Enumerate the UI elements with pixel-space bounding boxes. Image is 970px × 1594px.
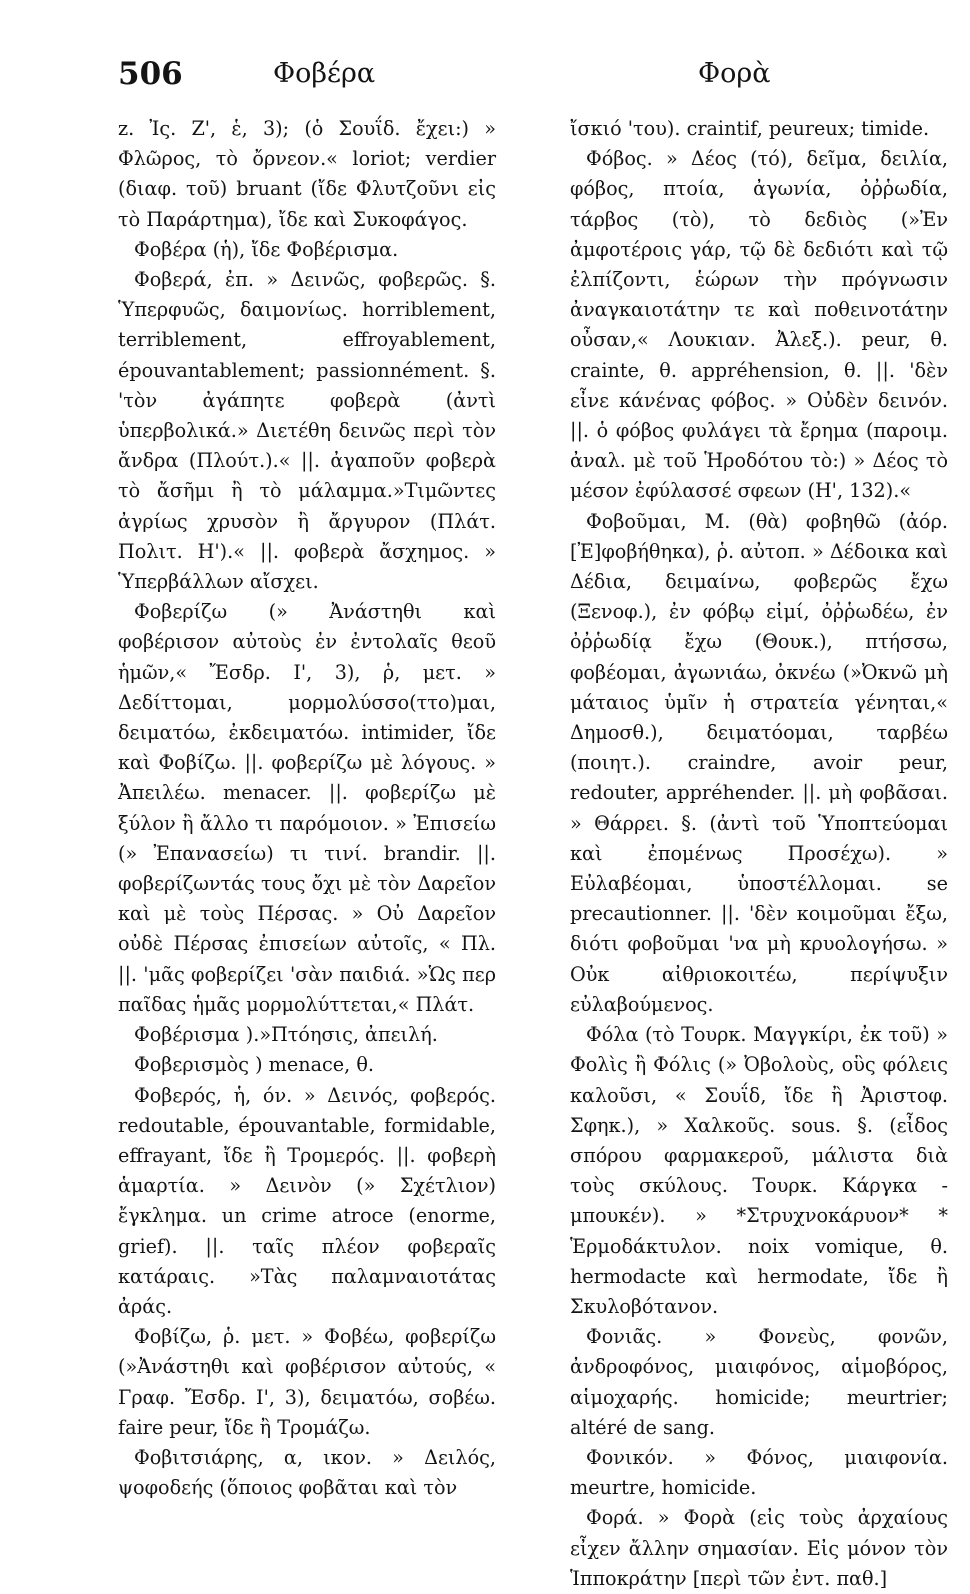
page-number: 506 bbox=[118, 56, 183, 92]
page-header bbox=[118, 56, 948, 100]
text-columns bbox=[118, 114, 948, 1594]
entry-paragraph: Φόβος. » Δέος (τό), δεῖμα, δειλία, φόβος, πτοία, ἀγωνία, ὀῤῥωδία, τάρβος (τὸ), τὸ δεδιὸς (»Ἐν ἀμφοτέροις γάρ, τῷ δὲ δεδιότι καὶ τῷ ἐλπίζοντι, ἑώρων τὴν πρόγνωσιν ἀναγκαιοτάτην τε καὶ ποθεινοτάτην οὖσαν,« Λουκιαν. Ἀλεξ.). peur, θ. crainte, θ. appréhension, θ. ||. 'δὲν εἶνε κάνένας φόβος. » Οὐδὲν δεινόν. ||. ὁ φόβος φυλάγει τὰ ἔρημα (παροιμ. ἀναλ. μὲ τοῦ Ἡροδότου τὸ:) » Δέος τὸ μέσον ἐφύλασσέ σφεων (Η', 132).« bbox=[570, 147, 948, 503]
entry-paragraph: Φοβιτσιάρης, α, ικον. » Δειλός, ψοφοδεής (ὅποιος φοβᾶται καὶ τὸν bbox=[118, 1445, 496, 1500]
entry-paragraph: Φοβερίζω (» Ἀνάστηθι καὶ φοβέρισον αὐτοὺς ἐν ἐντολαῖς θεοῦ ἡμῶν,« Ἔσδρ. Ι', 3), ῥ, μετ. » Δεδίττομαι, μορμολύσσο(ττο)μαι, δειματόω, ἐκδειματόω. intimider, ἴδε καὶ Φοβίζω. ||. φοβερίζω μὲ λόγους. » Ἀπειλέω. menacer. ||. φοβερίζω μὲ ξύλον ἢ ἄλλο τι παρόμοιον. » Ἐπισείω (» Ἐπανασείω) τι τινί. brandir. ||. φοβερίζωντάς τους ὄχι μὲ τὸν Δαρεῖον καὶ μὲ τοὺς Πέρσας. » Οὐ Δαρεῖον οὐδὲ Πέρσας ἐπισείων αὐτοῖς, « Πλ. ||. 'μᾶς φοβερίζει 'σὰν παιδιά. »Ὡς περ παῖδας ἡμᾶς μορμολύττεται,« Πλάτ. bbox=[118, 600, 496, 1016]
entry-paragraph: Φονιᾶς. » Φονεὺς, φονῶν, ἀνδροφόνος, μιαιφόνος, αἱμοβόρος, αἱμοχαρής. homicide; meurtrier; altéré de sang. bbox=[570, 1325, 948, 1439]
running-headword-left: Φοβέρα bbox=[273, 58, 376, 89]
right-column bbox=[570, 114, 948, 1594]
entry-paragraph: ἴσκιό 'του). craintif, peureux; timide. bbox=[570, 117, 930, 140]
entry-paragraph: Φοβερισμὸς ) menace, θ. bbox=[134, 1053, 374, 1077]
entry-paragraph: Φοβερός, ἡ, όν. » Δεινός, φοβερός. redoutable, épouvantable, formidable, effrayant, ἴδε ἢ Τρομερός. ||. φοβερὴ ἁμαρτία. » Δεινὸν (» Σχέτλιον) ἔγκλημα. un crime atroce (enorme, grief). ||. ταῖς πλέον φοβεραῖς κατάραις. »Τὰς παλαμναιοτάτας ἀράς. bbox=[118, 1083, 496, 1318]
left-column bbox=[118, 114, 496, 1594]
entry-paragraph: Φοβέρισμα ).»Πτόησις, ἀπειλή. bbox=[134, 1023, 438, 1047]
entry-paragraph: Φοβοῦμαι, Μ. (θὰ) φοβηθῶ (ἀόρ. [Ἐ]φοβήθηκα), ῥ. αὐτοπ. » Δέδοικα καὶ Δέδια, δειμαίνω, φοβερῶς ἔχω (Ξενοφ.), ἐν φόβῳ εἰμί, ὀῤῥωδέω, ἐν ὀῤῥωδίᾳ ἔχω (Θουκ.), πτήσσω, φοβέομαι, ἀγωνιάω, ὀκνέω (»Ὀκνῶ μὴ μάταιος ὑμῖν ἡ στρατεία γένηται,« Δημοσθ.), δειματόομαι, ταρβέω (ποιητ.). craindre, avoir peur, redouter, appréhender. ||. μὴ φοβᾶσαι. » Θάρρει. §. (ἀντὶ τοῦ Ὑποπτεύομαι καὶ ἐπομένως Προσέχω). » Εὐλαβέομαι, ὑποστέλλομαι. se precautionner. ||. 'δὲν κοιμοῦμαι ἔξω, διότι φοβοῦμαι 'να μὴ κρυολογήσω. » Οὐκ αἰθριοκοιτέω, περίψυξιν εὐλαβούμενος. bbox=[570, 509, 948, 1016]
entry-paragraph: Φοβίζω, ῥ. μετ. » Φοβέω, φοβερίζω (»Ἀνάστηθι καὶ φοβέρισον αὐτούς, « Γραφ. Ἔσδρ. Ι', 3), δειματόω, σοβέω. faire peur, ἴδε ἢ Τρομάζω. bbox=[118, 1325, 496, 1439]
entry-paragraph: Φονικόν. » Φόνος, μιαιφονία. meurtre, homicide. bbox=[570, 1445, 948, 1500]
entry-paragraph: Φόλα (τὸ Τουρκ. Μαγγκίρι, ἐκ τοῦ) » Φολὶς ἢ Φόλις (» Ὀβολοὺς, οὓς φόλεις καλοῦσι, « Σουΐδ, ἴδε ἢ Ἀριστοφ. Σφηκ.), » Χαλκοῦς. sous. §. (εἶδος σπόρου φαρμακεροῦ, μάλιστα διὰ τοὺς σκύλους. Τουρκ. Κάργκα - μπουκέν). » *Στρυχνοκάρυον* * Ἑρμοδάκτυλον. noix vomique, θ. hermodacte καὶ hermodate, ἴδε ἢ Σκυλοβότανον. bbox=[570, 1023, 948, 1318]
entry-paragraph: Φοβερά, ἐπ. » Δεινῶς, φοβερῶς. §. Ὑπερφυῶς, δαιμονίως. horriblement, terriblement, effroyablement, épouvantablement; passionnément. §. 'τὸν ἀγάπητε φοβερὰ (ἀντὶ ὑπερβολικά.» Διετέθη δεινῶς περὶ τὸν ἄνδρα (Πλούτ.).« ||. ἀγαποῦν φοβερὰ τὸ ἄσῆμι ἢ τὸ μάλαμμα.»Τιμῶντες ἀγρίως χρυσὸν ἢ ἄργυρον (Πλάτ. Πολιτ. Η').« ||. φοβερὰ ἄσχημος. » Ὑπερβάλλων αἴσχει. bbox=[118, 268, 496, 594]
entry-paragraph: Φοβέρα (ἡ), ἴδε Φοβέρισμα. bbox=[134, 237, 399, 261]
running-headword-right: Φορὰ bbox=[698, 58, 771, 89]
entry-paragraph: Φορά. » Φορὰ (εἰς τοὺς ἀρχαίους εἶχεν ἄλλην σημασίαν. Εἰς μόνον τὸν Ἱπποκράτην [περὶ τῶν ἐντ. παθ.] bbox=[570, 1506, 948, 1590]
entry-paragraph: z. Ἰς. Ζ', ἑ, 3); (ὁ Σουΐδ. ἔχει:) » Φλῶρος, τὸ ὄρνεον.« loriot; verdier (διαφ. τοῦ) bruant (ἴδε Φλυτζοῦνι εἰς τὸ Παράρτημα), ἴδε καὶ Συκοφάγος. bbox=[118, 117, 496, 231]
